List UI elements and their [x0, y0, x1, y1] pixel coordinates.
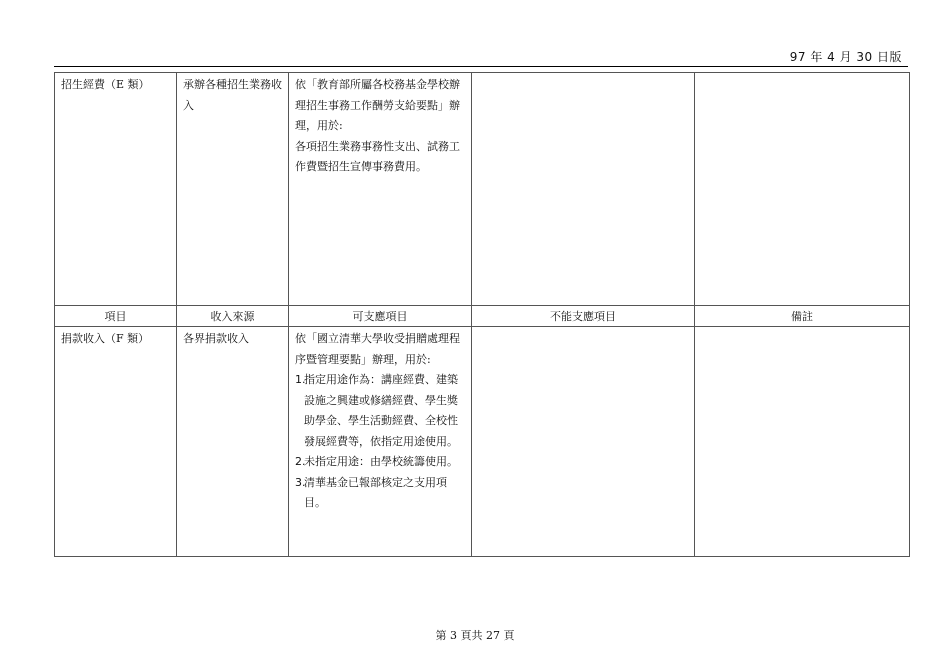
uses-intro-f: 依「國立清華大學收受捐贈處理程序暨管理要點」辦理，用於: — [295, 332, 460, 366]
cell-remarks-f — [695, 327, 910, 557]
column-header-item: 項目 — [55, 306, 177, 327]
cell-not-allowed-f — [472, 327, 695, 557]
cell-item-f: 捐款收入（F 類） — [55, 327, 177, 557]
cell-remarks-e — [695, 73, 910, 306]
uses-list-item — [295, 473, 465, 514]
uses-body-e: 各項招生業務事務性支出、試務工作費暨招生宣傳事務費用。 — [295, 139, 460, 173]
uses-list-item — [295, 370, 465, 452]
uses-list-text: 未指定用途：由學校統籌使用。 — [304, 455, 458, 468]
page-number: 第 3 頁共 27 頁 — [435, 629, 515, 642]
uses-list-number: 3. — [295, 475, 306, 489]
column-header-uses: 可支應項目 — [289, 306, 472, 327]
column-header-not-allowed: 不能支應項目 — [472, 306, 695, 327]
cell-not-allowed-e — [472, 73, 695, 306]
cell-source-f: 各界捐款收入 — [177, 327, 289, 557]
column-header-row — [55, 306, 910, 327]
uses-list-item — [295, 452, 465, 473]
column-header-remarks: 備註 — [695, 306, 910, 327]
column-header-source: 收入來源 — [177, 306, 289, 327]
cell-uses-f — [289, 327, 472, 557]
cell-item-e: 招生經費（E 類） — [55, 73, 177, 306]
version-date: 97 年 4 月 30 日版 — [789, 50, 902, 64]
table-row-e — [55, 73, 910, 306]
uses-list-text: 指定用途作為：講座經費、建築設施之興建或修繕經費、學生獎助學金、學生活動經費、全校性發展經費等，依指定用途使用。 — [304, 373, 458, 448]
cell-uses-e — [289, 73, 472, 306]
uses-intro-e: 依「教育部所屬各校務基金學校辦理招生事務工作酬勞支給要點」辦理，用於: — [295, 78, 460, 132]
table-row-f — [55, 327, 910, 557]
uses-list-text: 清華基金已報部核定之支用項目。 — [304, 475, 447, 509]
budget-table — [54, 72, 910, 557]
header-rule — [54, 66, 908, 67]
uses-list-number: 2. — [295, 455, 306, 468]
uses-list-number: 1. — [295, 373, 306, 386]
cell-source-e: 承辦各種招生業務收入 — [177, 73, 289, 306]
